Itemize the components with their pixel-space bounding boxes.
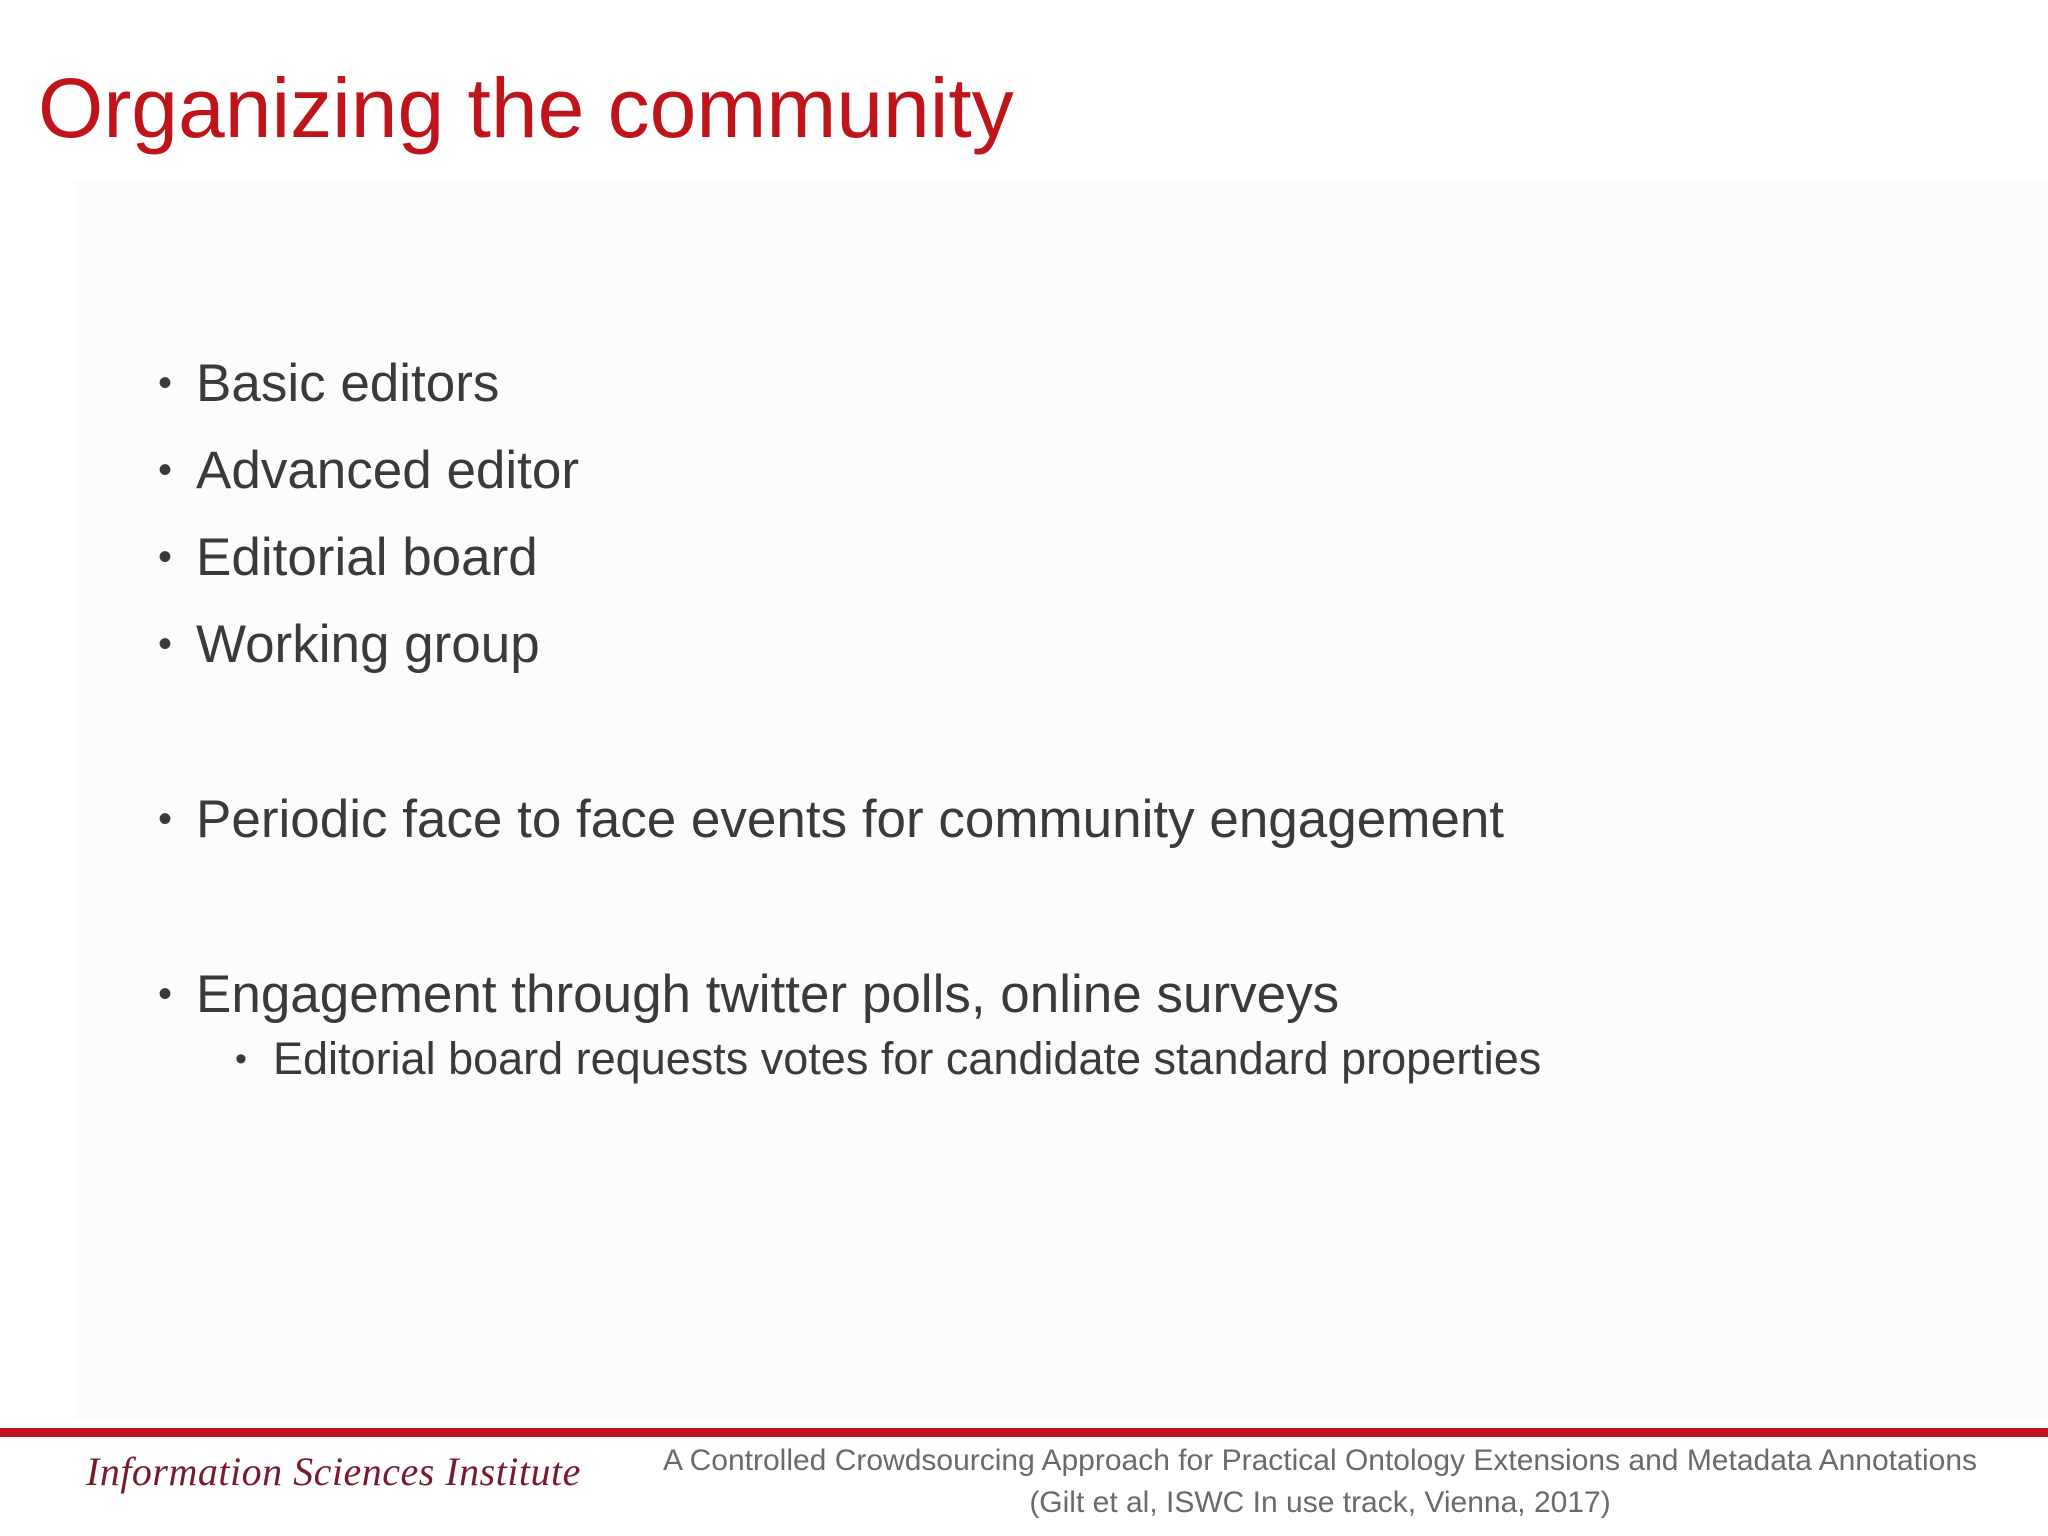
sub-bullet-item <box>235 1024 1541 1094</box>
institute-logo: Information Sciences Institute <box>86 1449 581 1494</box>
citation-line-1: A Controlled Crowdsourcing Approach for Practical Ontology Extensions and Metadata Annotations <box>662 1444 1978 1477</box>
bullet-dot: • <box>235 1040 247 1078</box>
sub-bullet-text: Editorial board requests votes for candidate standard properties <box>273 1033 1542 1084</box>
bullet-text: Basic editors <box>196 354 500 413</box>
bullet-text: Working group <box>196 615 540 674</box>
bullet-item <box>158 601 1541 688</box>
bullet-dot: • <box>158 797 173 841</box>
bullet-dot: • <box>158 361 173 405</box>
slide-title: Organizing the community <box>38 61 1014 155</box>
bullet-item <box>158 776 1541 863</box>
footer-divider <box>0 1428 2048 1437</box>
bullet-dot: • <box>158 535 173 579</box>
bullet-list <box>158 340 1541 1094</box>
bullet-item <box>158 340 1541 427</box>
bullet-item <box>158 514 1541 601</box>
bullet-item <box>158 427 1541 514</box>
citation <box>620 1440 2020 1524</box>
bullet-dot: • <box>158 622 173 666</box>
bullet-text: Advanced editor <box>196 441 580 500</box>
bullet-text: Engagement through twitter polls, online surveys <box>196 965 1340 1024</box>
bullet-dot: • <box>158 972 173 1016</box>
citation-line-2: (Gilt et al, ISWC In use track, Vienna, 2017) <box>1029 1486 1611 1519</box>
bullet-dot: • <box>158 448 173 492</box>
bullet-text: Editorial board <box>196 528 538 587</box>
bullet-text: Periodic face to face events for community engagement <box>196 790 1505 849</box>
